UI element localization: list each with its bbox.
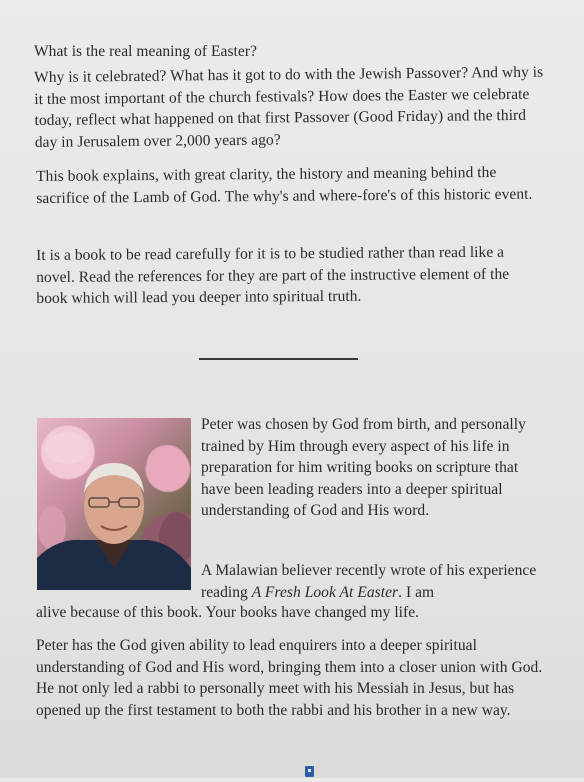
author-ability-paragraph: Peter has the God given ability to lead enquirers into a deeper spiritual understanding of God and His word, bringing them into a closer union with God. He not only led a rabbi to personally meet with his Messiah in Jesus, but has opened up the first testament to both the rabbi and his brother in a new way. [36,637,543,719]
author-photo [37,418,191,590]
question-title: What is the real meaning of Easter? [34,43,257,60]
testimonial-paragraph [201,560,541,603]
author-portrait-illustration [37,418,191,590]
testimonial-quote-line: alive because of this book. Your books have changed my life. [36,604,420,621]
reading-advice-paragraph: It is a book to be read carefully for it is to be studied rather than read like a novel. Read the references for they are part of the instructive element of the book which will lead you deeper into spiritual truth. [36,243,510,307]
book-title: A Fresh Look At Easter [251,583,399,601]
author-bio-paragraph: Peter was chosen by God from birth, and personally trained by Him through every aspect of his life in preparation for him writing books on scripture that have been leading readers into a deeper spiritual understanding of God and His word. [201,416,526,519]
section-divider [199,358,358,360]
publisher-logo-icon [305,764,314,775]
testimonial-intro: A Malawian believer recently wrote of his experience reading [201,562,537,601]
intro-paragraph: Why is it celebrated? What has it got to do with the Jewish Passover? And why is it the most important of the church festivals? How does the Easter we celebrate today, reflect what happened on that first Passover (Good Friday) and the third day in Jerusalem over 2,000 years ago? [34,63,544,151]
testimonial-line1-tail: . I am [398,583,435,601]
book-explanation-paragraph: This book explains, with great clarity, the history and meaning behind the sacrifice of the Lamb of God. The why's and where-fore's of this historic event. [36,163,533,207]
